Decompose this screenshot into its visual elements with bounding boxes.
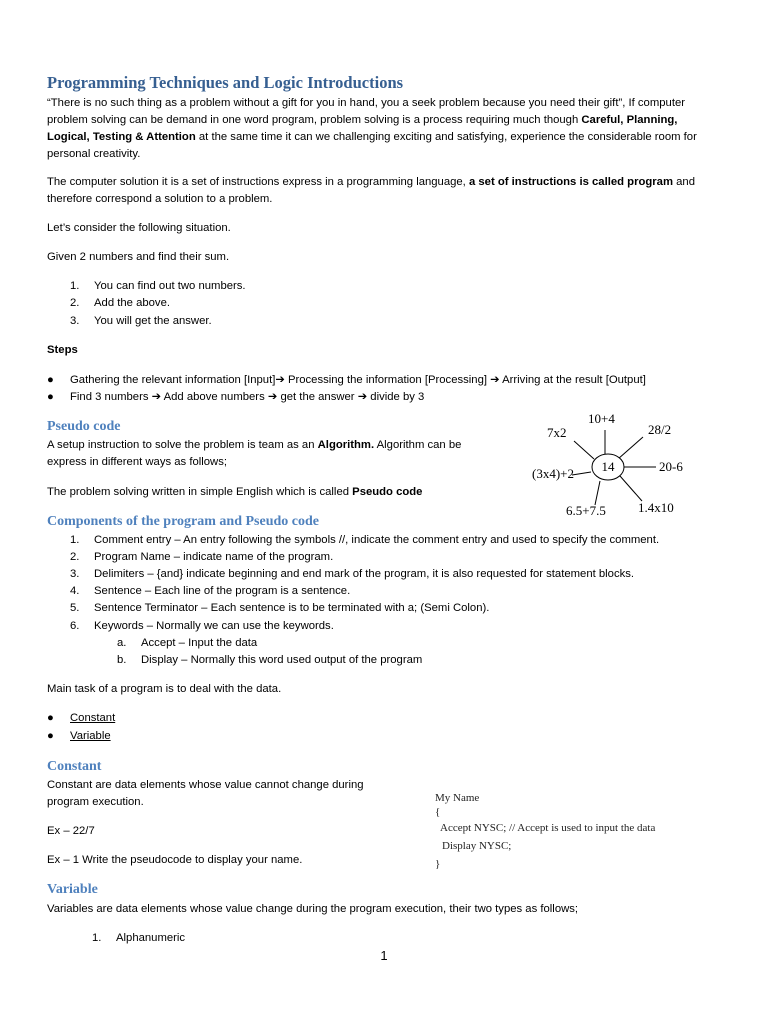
code-line: } [435, 858, 441, 870]
steps-label: Steps [47, 344, 78, 356]
constant-paragraph: Constant are data elements whose value cannot change during program execution. [47, 779, 364, 808]
pseudo-paragraph-1: A setup instruction to solve the problem is team as an Algorithm. Algorithm can be express in different ways as follows; [47, 439, 462, 468]
list-item: ● Gathering the relevant information [Input]➔ Processing the information [Processing] ➔ Arriving at the result [Output] [47, 374, 646, 386]
intro-paragraph-1: “There is no such thing as a problem without a gift for you in hand, you a seek problem because you need their gift”, If computer problem solving can be demand in one word program, problem solving is a process requiring much though Careful, Planning, Logical, Testing & Attention at the same time it can we challenging exciting and satisfying, experience the considerable room for personal creativity. [47, 97, 697, 160]
diagram-spoke [572, 472, 591, 475]
constant-example-1: Ex – 22/7 [47, 825, 95, 837]
diagram-label: 28/2 [648, 422, 672, 437]
code-line: Accept NYSC; // Accept is used to input the data [440, 822, 656, 834]
diagram-label: (3x4)+2 [532, 466, 574, 481]
list-item: 2. Program Name – indicate name of the program. [70, 551, 334, 563]
diagram-label: 20-6 [659, 459, 683, 474]
variable-paragraph: Variables are data elements whose value change during the program execution, their two types as follows; [47, 903, 579, 915]
diagram-spoke [618, 437, 643, 459]
diagram-label: 10+4 [588, 411, 615, 426]
list-item: a. Accept – Input the data [117, 637, 258, 649]
constant-link[interactable]: Constant [70, 712, 116, 724]
code-line: Display NYSC; [442, 840, 512, 852]
section-heading-pseudo-code: Pseudo code [47, 419, 121, 434]
intro-paragraph-3: Let’s consider the following situation. [47, 222, 231, 234]
code-line: My Name [435, 792, 480, 804]
section-heading-variable: Variable [47, 882, 98, 897]
intro-paragraph-4: Given 2 numbers and find their sum. [47, 251, 230, 263]
page-number: 1 [380, 948, 388, 963]
diagram-label: 1.4x10 [638, 500, 674, 515]
intro-paragraph-2: The computer solution it is a set of instructions express in a programming language, a set of instructions is called program and therefore correspond a solution to a problem. [47, 176, 695, 205]
code-line: { [435, 806, 441, 818]
main-task-paragraph: Main task of a program is to deal with the data. [47, 683, 282, 695]
constant-example-2: Ex – 1 Write the pseudocode to display your name. [47, 854, 303, 866]
list-item: 6. Keywords – Normally we can use the keywords. [70, 620, 334, 632]
list-item: b. Display – Normally this word used output of the program [117, 654, 423, 666]
list-item: ● Constant [47, 712, 116, 724]
list-item: 3. Delimiters – {and} indicate beginning and end mark of the program, it is also requested for statement blocks. [70, 568, 635, 580]
list-item: ● Variable [47, 730, 111, 742]
star-diagram [520, 405, 720, 525]
section-heading-constant: Constant [47, 759, 102, 774]
variable-link[interactable]: Variable [70, 730, 111, 742]
list-item: 1. Alphanumeric [92, 932, 186, 944]
diagram-spoke [574, 441, 594, 459]
section-heading-components: Components of the program and Pseudo code [47, 514, 319, 529]
diagram-label: 7x2 [547, 425, 567, 440]
diagram-spoke [620, 476, 642, 501]
page-title: Programming Techniques and Logic Introductions [47, 73, 404, 92]
list-item: 5. Sentence Terminator – Each sentence is to be terminated with a; (Semi Colon). [70, 602, 490, 614]
pseudo-paragraph-2: The problem solving written in simple English which is called Pseudo code [47, 486, 423, 498]
list-item: 4. Sentence – Each line of the program is a sentence. [70, 585, 351, 597]
list-item: ● Find 3 numbers ➔ Add above numbers ➔ get the answer ➔ divide by 3 [47, 391, 425, 403]
diagram-label: 6.5+7.5 [566, 503, 606, 518]
list-item: 1. Comment entry – An entry following the symbols //, indicate the comment entry and used to specify the comment. [70, 534, 660, 546]
diagram-center-label: 14 [601, 459, 615, 474]
diagram-spoke [595, 481, 600, 505]
list-item: 3. You will get the answer. [70, 315, 212, 327]
list-item: 1. You can find out two numbers. [70, 280, 246, 292]
list-item: 2. Add the above. [70, 297, 171, 309]
